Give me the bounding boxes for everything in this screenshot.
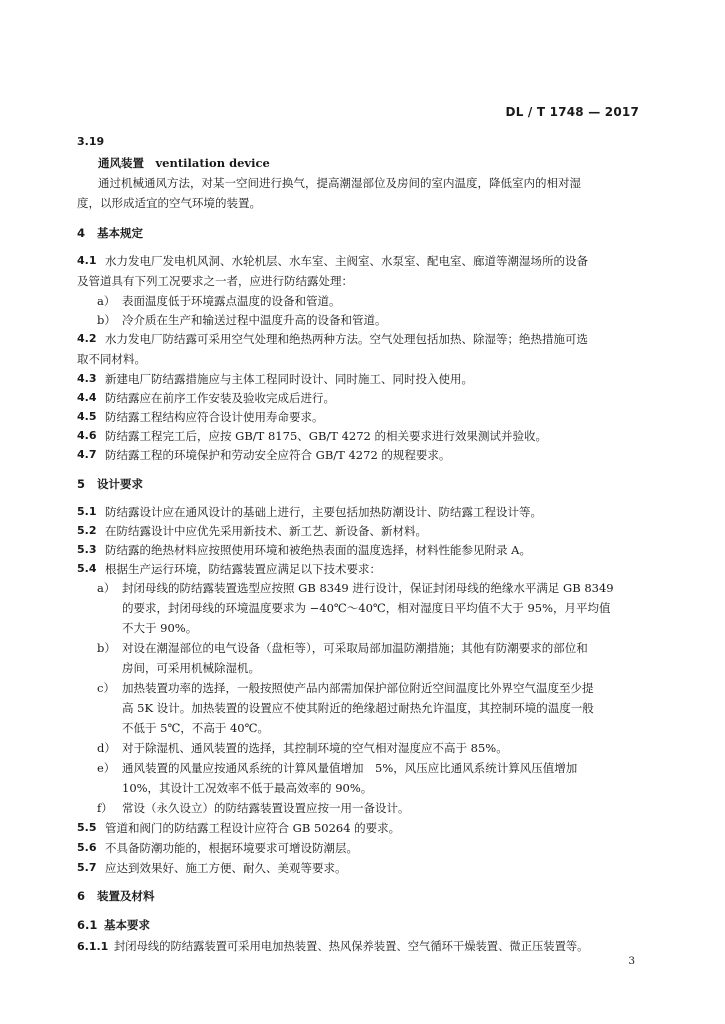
item-b-mark: b） (97, 313, 116, 327)
section-4-number: 4 (77, 226, 86, 240)
clause-number-4-1: 4.1 (77, 254, 97, 267)
term-title: 通风装置 ventilation device (98, 156, 270, 170)
clause-6-1-1-text: 封闭母线的防结露装置可采用电加热装置、热风保养装置、空气循环干燥装置、微正压装置等。 (114, 940, 589, 953)
item-5-4-e-line-2: 10%，其设计工况效率不低于最高效率的 90%。 (122, 781, 373, 795)
item-5-4-f-mark: f） (97, 801, 113, 815)
item-5-4-f-line-1: 常设（永久设立）的防结露装置设置应按一用一备设计。 (122, 801, 410, 815)
subsection-6-1-number: 6.1 (77, 918, 98, 932)
clause-number-4-6: 4.6 (77, 429, 97, 442)
clause-number-5-6: 5.6 (77, 841, 97, 854)
item-5-4-d-mark: d） (97, 741, 116, 755)
clause-5-1-text: 防结露设计应在通风设计的基础上进行，主要包括加热防潮设计、防结露工程设计等。 (105, 505, 542, 519)
page-number: 3 (628, 955, 635, 967)
clause-number-5-5: 5.5 (77, 821, 97, 834)
subsection-6-1-title: 基本要求 (104, 918, 150, 932)
term-definition-line-1: 通过机械通风方法，对某一空间进行换气，提高潮湿部位及房间的室内温度，降低室内的相对湿 (98, 176, 581, 190)
section-6-title: 装置及材料 (97, 889, 155, 903)
clause-4-1-line-2: 及管道具有下列工况要求之一者，应进行防结露处理： (77, 274, 353, 288)
clause-number-4-3: 4.3 (77, 372, 97, 385)
clause-number-4-7: 4.7 (77, 448, 97, 461)
clause-4-5-text: 防结露工程结构应符合设计使用寿命要求。 (105, 410, 324, 424)
item-5-4-c-line-2: 高 5K 设计。加热装置的设置应不使其附近的绝缘超过耐热允许温度，其控制环境的温度一般 (122, 701, 594, 715)
clause-number-5-7: 5.7 (77, 861, 97, 874)
clause-4-2-line-1: 水力发电厂防结露可采用空气处理和绝热两种方法。空气处理包括加热、除湿等；绝热措施可选 (105, 332, 588, 346)
clause-number-5-3: 5.3 (77, 543, 97, 556)
clause-number-4-2: 4.2 (77, 332, 97, 345)
clause-5-6-text: 不具备防潮功能的，根据环境要求可增设防潮层。 (105, 841, 358, 855)
clause-4-7-text: 防结露工程的环境保护和劳动安全应符合 GB/T 4272 的规程要求。 (105, 448, 451, 462)
clause-5-5-text: 管道和阀门的防结露工程设计应符合 GB 50264 的要求。 (105, 821, 401, 835)
clause-number-5-1: 5.1 (77, 505, 97, 518)
term-definition-line-2: 度，以形成适宜的空气环境的装置。 (77, 196, 261, 210)
item-a-mark: a） (97, 294, 116, 308)
clause-number-3-19: 3.19 (77, 135, 105, 148)
item-5-4-a-mark: a） (97, 581, 116, 595)
clause-number-5-2: 5.2 (77, 524, 97, 537)
item-5-4-e-mark: e） (97, 761, 116, 775)
item-5-4-e-line-1: 通风装置的风量应按通风系统的计算风量值增加 5%，风压应比通风系统计算风压值增加 (122, 761, 578, 775)
standard-code-header: DL / T 1748 — 2017 (505, 105, 639, 119)
item-5-4-a-line-2: 的要求，封闭母线的环境温度要求为 −40℃～40℃，相对湿度日平均值不大于 95%，月平均值 (122, 601, 611, 615)
item-5-4-b-mark: b） (97, 641, 116, 655)
item-5-4-a-line-1: 封闭母线的防结露装置选型应按照 GB 8349 进行设计，保证封闭母线的绝缘水平满足 GB 8349 (122, 581, 614, 595)
clause-4-3-text: 新建电厂防结露措施应与主体工程同时设计、同时施工、同时投入使用。 (105, 372, 473, 386)
item-5-4-b-line-1: 对设在潮湿部位的电气设备（盘柜等），可采取局部加温防潮措施；其他有防潮要求的部位和 (122, 641, 588, 655)
item-5-4-b-line-2: 房间，可采用机械除湿机。 (122, 661, 260, 675)
item-5-4-d-line-1: 对于除湿机、通风装置的选择，其控制环境的空气相对湿度应不高于 85%。 (122, 741, 508, 755)
section-5-number: 5 (77, 477, 86, 491)
clause-5-2-text: 在防结露设计中应优先采用新技术、新工艺、新设备、新材料。 (105, 524, 427, 538)
clause-number-5-4: 5.4 (77, 562, 97, 575)
section-5-title: 设计要求 (97, 477, 143, 491)
section-6-number: 6 (77, 889, 86, 903)
item-5-4-c-line-3: 不低于 5℃，不高于 40℃。 (122, 721, 269, 735)
clause-4-2-line-2: 取不同材料。 (77, 352, 146, 366)
clause-number-4-4: 4.4 (77, 391, 97, 404)
clause-5-4-text: 根据生产运行环境，防结露装置应满足以下技术要求： (105, 562, 381, 576)
item-5-4-c-line-1: 加热装置功率的选择，一般按照使产品内部需加保护部位附近空间温度比外界空气温度至少提 (122, 681, 594, 695)
clause-4-6-text: 防结露工程完工后，应按 GB/T 8175、GB/T 4272 的相关要求进行效果测试并验收。 (105, 429, 548, 443)
item-5-4-c-mark: c） (97, 681, 115, 695)
item-a-text: 表面温度低于环境露点温度的设备和管道。 (122, 294, 341, 308)
item-5-4-a-line-3: 不大于 90%。 (122, 621, 198, 635)
clause-5-7-text: 应达到效果好、施工方便、耐久、美观等要求。 (105, 861, 347, 875)
clause-4-1-line-1: 水力发电厂发电机风洞、水轮机层、水车室、主阀室、水泵室、配电室、廊道等潮湿场所的设备 (105, 254, 588, 268)
clause-5-3-text: 防结露的绝热材料应按照使用环境和被绝热表面的温度选择，材料性能参见附录 A。 (105, 543, 531, 557)
item-b-text: 冷介质在生产和输送过程中温度升高的设备和管道。 (122, 313, 387, 327)
clause-number-6-1-1: 6.1.1 (77, 940, 109, 953)
clause-4-4-text: 防结露应在前序工作安装及验收完成后进行。 (105, 391, 335, 405)
clause-number-4-5: 4.5 (77, 410, 97, 423)
section-4-title: 基本规定 (97, 226, 143, 240)
